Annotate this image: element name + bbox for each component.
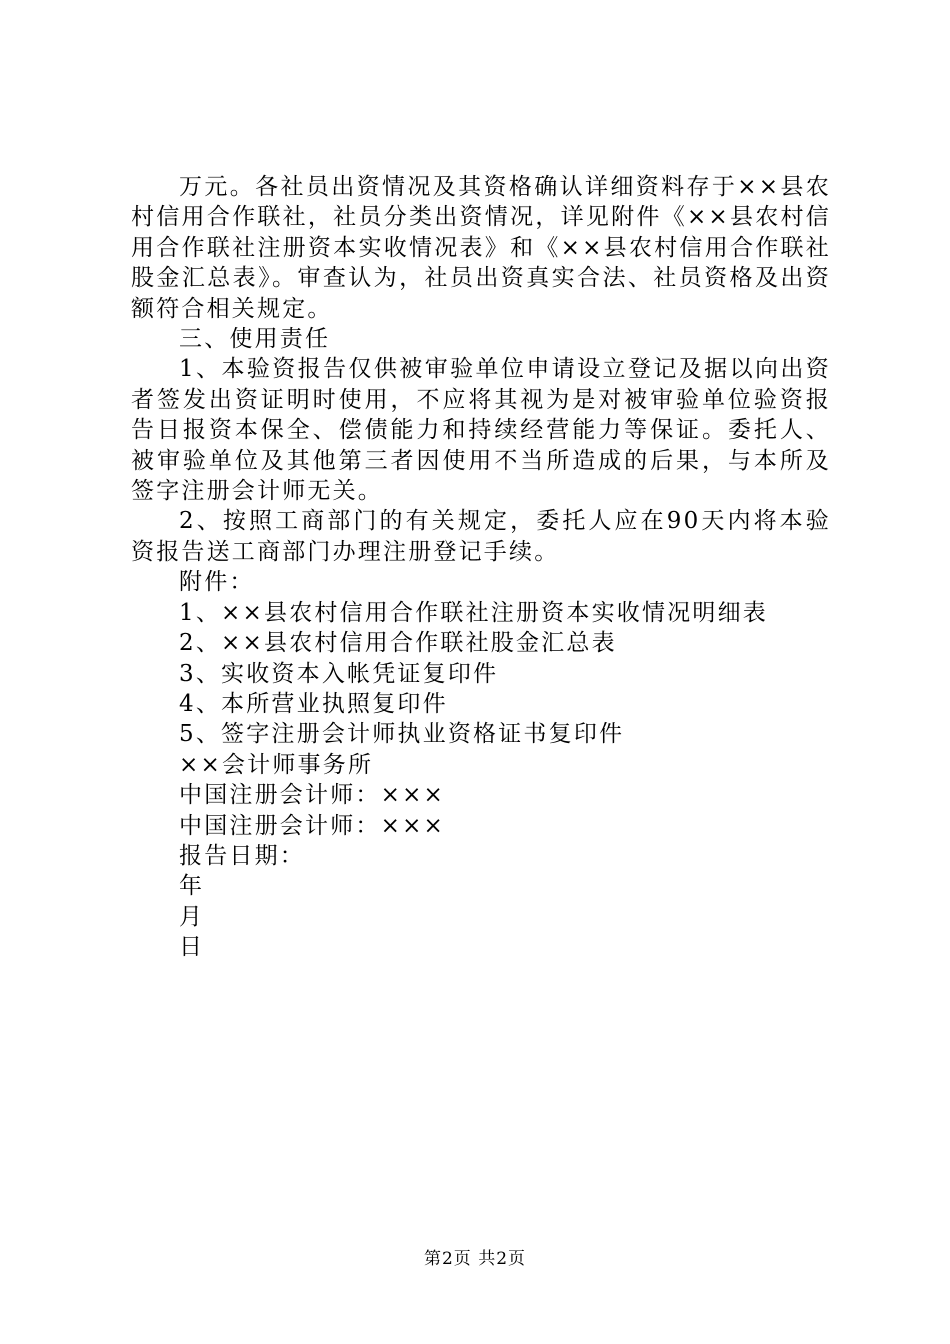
paragraph-usage-1: 1、本验资报告仅供被审验单位申请设立登记及据以向出资者签发出资证明时使用，不应将其视为是对被审验单位验资报告日报资本保全、偿债能力和持续经营能力等保证。委托人、被审验单位及其他第三者因使用不当所造成的后果，与本所及签字注册会计师无关。 bbox=[131, 356, 831, 505]
attachment-item: 2、××县农村信用合作联社股金汇总表 bbox=[179, 630, 617, 657]
attachment-item: 3、实收资本入帐凭证复印件 bbox=[179, 660, 499, 687]
attachment-item: 4、本所营业执照复印件 bbox=[179, 690, 448, 717]
cpa-signature-1: 中国注册会计师：××× bbox=[179, 782, 446, 809]
report-date-label: 报告日期： bbox=[179, 842, 305, 869]
page-footer: 第2页 共2页 bbox=[423, 1249, 527, 1269]
attachment-item: 1、××县农村信用合作联社注册资本实收情况明细表 bbox=[179, 599, 768, 626]
paragraph-usage-2: 2、按照工商部门的有关规定，委托人应在90天内将本验资报告送工商部门办理注册登记手续。 bbox=[131, 508, 831, 565]
attachments-heading: 附件： bbox=[179, 569, 255, 596]
attachment-item: 5、签字注册会计师执业资格证书复印件 bbox=[179, 721, 625, 748]
document-body bbox=[131, 172, 831, 963]
paragraph-capital-summary: 万元。各社员出资情况及其资格确认详细资料存于××县农村信用合作联社，社员分类出资情况，详见附件《××县农村信用合作联社注册资本实收情况表》和《××县农村信用合作联社股金汇总表》。审查认为，社员出资真实合法、社员资格及出资额符合相关规定。 bbox=[131, 174, 831, 322]
cpa-signature-2: 中国注册会计师：××× bbox=[179, 812, 446, 839]
date-day: 日 bbox=[179, 934, 205, 961]
date-month: 月 bbox=[179, 903, 205, 930]
firm-name: ××会计师事务所 bbox=[179, 751, 374, 778]
section-heading-usage: 三、使用责任 bbox=[179, 326, 331, 353]
date-year: 年 bbox=[179, 873, 205, 900]
